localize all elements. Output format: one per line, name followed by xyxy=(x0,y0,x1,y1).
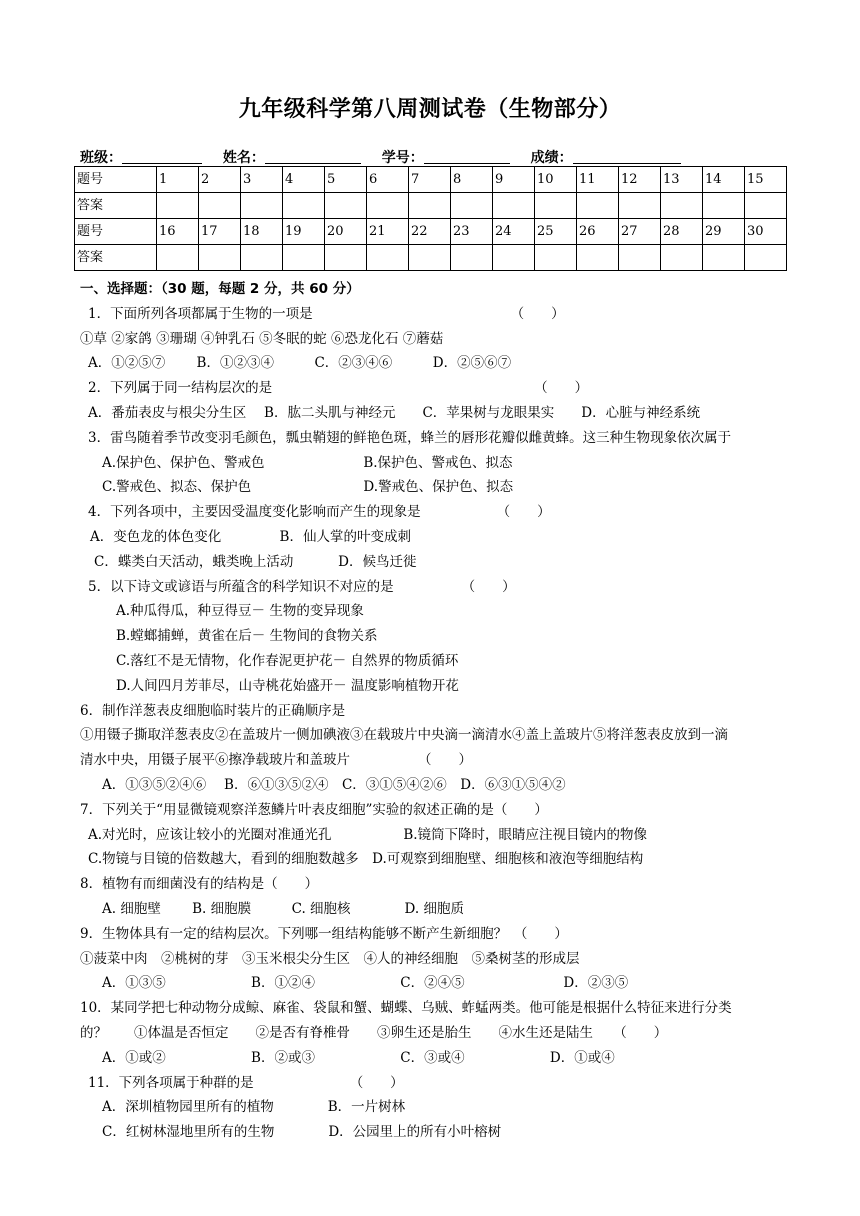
answer-cell[interactable] xyxy=(493,193,535,219)
option-line: A．深圳植物园里所有的植物 B．一片树林 xyxy=(102,1099,406,1116)
question-line: ①草 ②家鸽 ③珊瑚 ④钟乳石 ⑤冬眠的蛇 ⑥恐龙化石 ⑦蘑菇 xyxy=(80,330,444,347)
question-2-stem xyxy=(80,376,790,401)
question-number-cell: 13 xyxy=(661,167,703,193)
answer-cell[interactable] xyxy=(745,245,787,271)
score-label: 成绩： xyxy=(530,150,573,166)
question-line: ①用镊子撕取洋葱表皮②在盖玻片一侧加碘液③在载玻片中央滴一滴清水④盖上盖玻片⑤将洋葱表皮放到一滴 xyxy=(80,727,728,744)
question-line: 的？ ①体温是否恒定 ②是否有脊椎骨 ③卵生还是胎生 ④水生还是陆生 （ ） xyxy=(80,1024,668,1041)
question-number-cell: 11 xyxy=(577,167,619,193)
question-5-stem xyxy=(80,575,790,600)
answer-cell[interactable] xyxy=(325,193,367,219)
question-text: 清水中央，用镊子展平⑥擦净载玻片和盖玻片 xyxy=(80,752,350,769)
option-line: C.物镜与目镜的倍数越大，看到的细胞数越多 D.可观察到细胞壁、细胞核和液泡等细胞结构 xyxy=(88,851,644,868)
answer-cell[interactable] xyxy=(493,245,535,271)
option-line: A．番茄表皮与根尖分生区 B．肱二头肌与神经元 C．苹果树与龙眼果实 D．心脏与神经系统 xyxy=(88,404,701,421)
answer-cell[interactable] xyxy=(325,245,367,271)
question-number-cell: 2 xyxy=(199,167,241,193)
question-line: ①菠菜中肉 ②桃树的芽 ③玉米根尖分生区 ④人的神经细胞 ⑤桑树茎的形成层 xyxy=(80,950,580,967)
question-number-row-1 xyxy=(75,167,787,193)
question-number-cell: 26 xyxy=(577,219,619,245)
question-line: 6．制作洋葱表皮细胞临时装片的正确顺序是 xyxy=(80,702,346,719)
answer-grid xyxy=(74,166,787,271)
question-number-cell: 16 xyxy=(157,219,199,245)
answer-cell[interactable] xyxy=(367,193,409,219)
question-number-cell: 17 xyxy=(199,219,241,245)
score-blank[interactable] xyxy=(573,149,681,164)
option-line: B.螳螂捕蝉，黄雀在后－ 生物间的食物关系 xyxy=(116,628,378,645)
question-number-cell: 14 xyxy=(703,167,745,193)
question-text: 2．下列属于同一结构层次的是 xyxy=(88,380,273,397)
question-number-cell: 30 xyxy=(745,219,787,245)
question-6-stem xyxy=(80,748,790,773)
option-line: A.对光时，应该让较小的光圈对准通光孔 B.镜筒下降时，眼睛应注视目镜内的物像 xyxy=(88,826,648,843)
question-number-cell: 27 xyxy=(619,219,661,245)
answer-cell[interactable] xyxy=(157,193,199,219)
answer-cell[interactable] xyxy=(367,245,409,271)
option-line: C．红树林湿地里所有的生物 D．公园里上的所有小叶榕树 xyxy=(102,1124,502,1141)
question-number-cell: 20 xyxy=(325,219,367,245)
question-number-cell: 3 xyxy=(241,167,283,193)
row-label: 题号 xyxy=(75,167,157,193)
option-line: A. 细胞壁 B. 细胞膜 C. 细胞核 D. 细胞质 xyxy=(102,900,464,917)
score-field xyxy=(531,147,681,167)
question-number-cell: 25 xyxy=(535,219,577,245)
row-label: 答案 xyxy=(75,193,157,219)
option-line: A．①②⑤⑦ B．①②③④ C．②③④⑥ D．②⑤⑥⑦ xyxy=(88,355,512,372)
option-line: A.种瓜得瓜，种豆得豆－ 生物的变异现象 xyxy=(116,603,364,620)
question-number-cell: 22 xyxy=(409,219,451,245)
answer-cell[interactable] xyxy=(451,193,493,219)
answer-bracket: （ ） xyxy=(461,578,516,595)
option-line: D.人间四月芳菲尽，山寺桃花始盛开－ 温度影响植物开花 xyxy=(116,677,459,694)
answer-cell[interactable] xyxy=(409,193,451,219)
question-number-cell: 6 xyxy=(367,167,409,193)
option-line: A．①或② B．②或③ C．③或④ D．①或④ xyxy=(102,1049,615,1066)
answer-cell[interactable] xyxy=(619,193,661,219)
class-blank[interactable] xyxy=(122,149,202,164)
answer-bracket: （ ） xyxy=(510,305,565,322)
option-line: C.落红不是无情物，化作春泥更护花－ 自然界的物质循环 xyxy=(116,652,459,669)
answer-bracket: （ ） xyxy=(418,752,472,769)
question-line: 9．生物体具有一定的结构层次。下列哪一组结构能够不断产生新细胞？ （ ） xyxy=(80,925,568,942)
question-number-cell: 21 xyxy=(367,219,409,245)
question-number-cell: 9 xyxy=(493,167,535,193)
question-number-cell: 10 xyxy=(535,167,577,193)
answer-cell[interactable] xyxy=(577,245,619,271)
answer-bracket: （ ） xyxy=(534,380,589,397)
question-number-row-2 xyxy=(75,219,787,245)
page-title: 九年级科学第八周测试卷（生物部分） xyxy=(238,97,622,122)
question-number-cell: 4 xyxy=(283,167,325,193)
answer-cell[interactable] xyxy=(241,245,283,271)
name-blank[interactable] xyxy=(265,149,361,164)
answer-cell[interactable] xyxy=(157,245,199,271)
name-field xyxy=(223,147,361,167)
answer-cell[interactable] xyxy=(409,245,451,271)
answer-cell[interactable] xyxy=(703,245,745,271)
student-id-blank[interactable] xyxy=(424,149,510,164)
row-label: 答案 xyxy=(75,245,157,271)
answer-cell[interactable] xyxy=(577,193,619,219)
question-number-cell: 29 xyxy=(703,219,745,245)
answer-cell[interactable] xyxy=(619,245,661,271)
answer-cell[interactable] xyxy=(199,193,241,219)
answer-bracket: （ ） xyxy=(349,1074,404,1091)
name-label: 姓名： xyxy=(222,150,265,166)
question-number-cell: 1 xyxy=(157,167,199,193)
question-line: 10．某同学把七种动物分成鲸、麻雀、袋鼠和蟹、蝴蝶、乌贼、蚱蜢两类。他可能是根据什么特征来进行分类 xyxy=(80,1000,732,1017)
class-field xyxy=(80,147,202,167)
question-section xyxy=(80,277,790,1145)
answer-cell[interactable] xyxy=(451,245,493,271)
answer-cell[interactable] xyxy=(283,245,325,271)
answer-cell[interactable] xyxy=(283,193,325,219)
row-label: 题号 xyxy=(75,219,157,245)
answer-cell[interactable] xyxy=(703,193,745,219)
student-id-label: 学号： xyxy=(381,150,424,166)
question-number-cell: 8 xyxy=(451,167,493,193)
question-1-stem xyxy=(80,302,790,327)
answer-cell[interactable] xyxy=(661,245,703,271)
question-number-cell: 15 xyxy=(745,167,787,193)
answer-row-2 xyxy=(75,245,787,271)
option-line: A.保护色、保护色、警戒色 B.保护色、警戒色、拟态 xyxy=(102,454,513,471)
student-id-field xyxy=(382,147,510,167)
question-11-stem xyxy=(80,1071,790,1096)
question-text: 11．下列各项属于种群的是 xyxy=(88,1074,254,1091)
question-number-cell: 23 xyxy=(451,219,493,245)
question-number-cell: 7 xyxy=(409,167,451,193)
question-text: 5．以下诗文或谚语与所蕴含的科学知识不对应的是 xyxy=(88,578,394,595)
section-heading: 一、选择题：（30 题，每题 2 分，共 60 分） xyxy=(80,281,360,297)
student-info-line xyxy=(80,147,697,167)
answer-cell[interactable] xyxy=(745,193,787,219)
question-number-cell: 18 xyxy=(241,219,283,245)
question-line: 7．下列关于“用显微镜观察洋葱鳞片叶表皮细胞”实验的叙述正确的是（ ） xyxy=(80,801,548,818)
answer-cell[interactable] xyxy=(535,245,577,271)
answer-row-1 xyxy=(75,193,787,219)
class-label: 班级： xyxy=(80,150,122,166)
question-text: 4．下列各项中，主要因受温度变化影响而产生的现象是 xyxy=(88,504,421,521)
answer-cell[interactable] xyxy=(661,193,703,219)
answer-cell[interactable] xyxy=(241,193,283,219)
question-4-stem xyxy=(80,500,790,525)
option-line: C．蝶类白天活动，蛾类晚上活动 D．候鸟迁徙 xyxy=(94,553,417,570)
question-number-cell: 24 xyxy=(493,219,535,245)
option-line: A．变色龙的体色变化 B．仙人掌的叶变成刺 xyxy=(90,528,411,545)
question-number-cell: 28 xyxy=(661,219,703,245)
answer-cell[interactable] xyxy=(535,193,577,219)
option-line: C.警戒色、拟态、保护色 D.警戒色、保护色、拟态 xyxy=(102,479,514,496)
answer-bracket: （ ） xyxy=(496,504,551,521)
question-number-cell: 12 xyxy=(619,167,661,193)
answer-cell[interactable] xyxy=(199,245,241,271)
question-line: 8．植物有而细菌没有的结构是（ ） xyxy=(80,876,319,893)
option-line: A．①③⑤ B．①②④ C．②④⑤ D．②③⑤ xyxy=(102,975,629,992)
question-line: 3．雷鸟随着季节改变羽毛颜色，瓢虫鞘翅的鲜艳色斑，蜂兰的唇形花瓣似雌黄蜂。这三种生物现象依次属于 xyxy=(88,429,732,446)
option-line: A．①③⑤②④⑥ B．⑥①③⑤②④ C．③①⑤④②⑥ D．⑥③①⑤④② xyxy=(102,776,566,793)
question-number-cell: 19 xyxy=(283,219,325,245)
question-text: 1．下面所列各项都属于生物的一项是 xyxy=(88,305,313,322)
question-number-cell: 5 xyxy=(325,167,367,193)
